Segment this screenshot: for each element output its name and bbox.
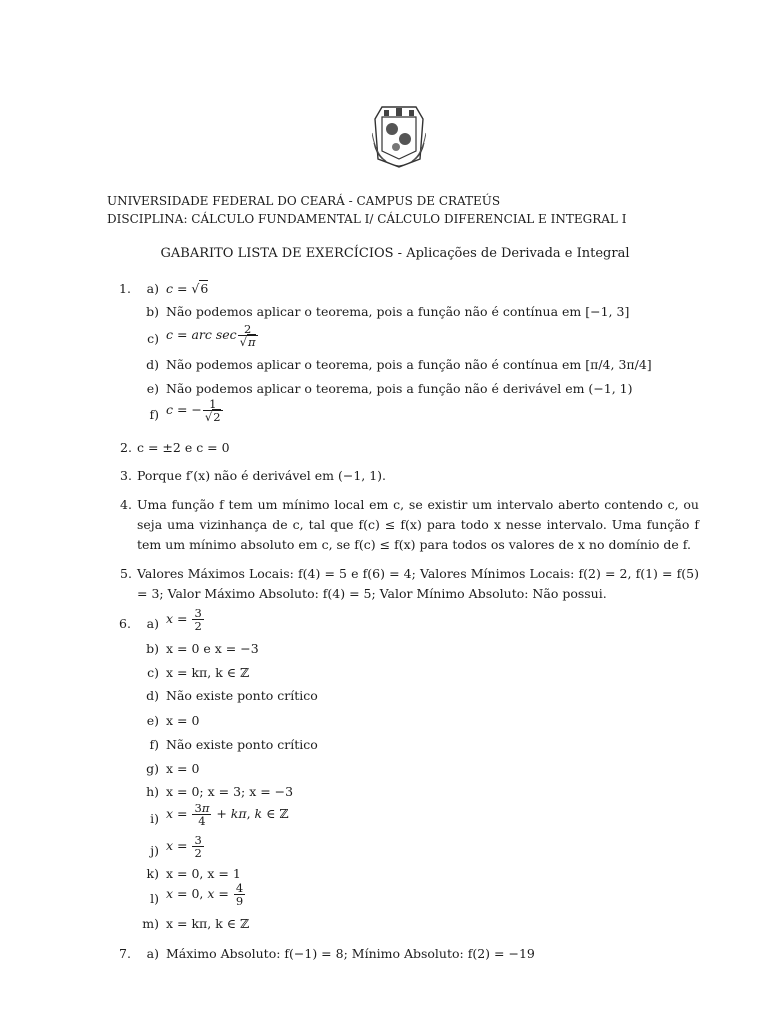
university-name: UNIVERSIDADE FEDERAL DO CEARÁ - CAMPUS DE CRATEÚS <box>107 194 501 208</box>
question-3-number: 3. <box>120 468 132 483</box>
q7-a-label: a) <box>146 946 159 961</box>
document-header <box>107 192 626 228</box>
q1-c-label: c) <box>147 331 159 346</box>
q1-a-label: a) <box>146 281 159 296</box>
q1-d-label: d) <box>146 357 159 372</box>
q6-a-answer: x = $\frac{3}{2}$ <box>166 606 202 633</box>
q3-answer: Porque f′(x) não é derivável em (−1, 1). <box>137 468 387 483</box>
q6-j-label: j) <box>150 843 159 858</box>
question-2-number: 2. <box>120 440 132 455</box>
q6-m-answer: x = kπ, k ∈ ℤ <box>166 916 250 931</box>
question-6-number: 6. <box>119 616 131 631</box>
q1-f-answer: c = − $\frac{1}{√2}$ <box>166 397 221 424</box>
q1-a-answer: c = √6 <box>166 281 209 296</box>
q6-h-answer: x = 0; x = 3; x = −3 <box>166 784 294 799</box>
q1-b-label: b) <box>146 304 159 319</box>
q6-i-answer: x = $\frac{3\pi}{4}$ + kπ, k ∈ ℤ <box>166 801 289 828</box>
q6-k-label: k) <box>146 866 159 881</box>
q6-i-label: i) <box>150 811 159 826</box>
q6-g-answer: x = 0 <box>166 761 200 776</box>
q6-b-answer: x = 0 e x = −3 <box>166 641 259 656</box>
q1-e-answer: Não podemos aplicar o teorema, pois a função não é derivável em (−1, 1) <box>166 381 633 396</box>
q2-answer: c = ±2 e c = 0 <box>137 440 230 455</box>
q6-h-label: h) <box>146 784 159 799</box>
q6-c-label: c) <box>147 665 159 680</box>
q1-f-label: f) <box>149 407 159 422</box>
q6-e-answer: x = 0 <box>166 713 200 728</box>
q1-c-answer: c = arc sec $\frac{2}{√\pi}$ <box>166 322 256 349</box>
q6-c-answer: x = kπ, k ∈ ℤ <box>166 665 250 680</box>
q6-j-answer: x = $\frac{3}{2}$ <box>166 833 202 860</box>
discipline-name: DISCIPLINA: CÁLCULO FUNDAMENTAL I/ CÁLCULO DIFERENCIAL E INTEGRAL I <box>107 212 627 226</box>
q6-l-label: l) <box>150 891 159 906</box>
q1-d-answer: Não podemos aplicar o teorema, pois a função não é contínua em [π/4, 3π/4] <box>166 357 652 372</box>
q6-a-label: a) <box>146 616 159 631</box>
q5-answer: Valores Máximos Locais: f(4) = 5 e f(6) = 4; Valores Mínimos Locais: f(2) = 2, f(1) = f(5) = 3; Valor Máximo Absoluto: f(4) = 5; Valor Mínimo Absoluto: Não possui. <box>137 566 699 601</box>
q6-b-label: b) <box>146 641 159 656</box>
q6-k-answer: x = 0, x = 1 <box>166 866 241 881</box>
q6-f-label: f) <box>149 737 159 752</box>
q6-e-label: e) <box>146 713 159 728</box>
university-seal-logo <box>372 103 426 169</box>
question-5-number: 5. <box>120 566 132 581</box>
question-4-number: 4. <box>120 497 132 512</box>
q6-f-answer: Não existe ponto crítico <box>166 737 318 752</box>
q6-l-answer: x = 0, x = $\frac{4}{9}$ <box>166 881 244 908</box>
question-7-number: 7. <box>119 946 131 961</box>
document-title: GABARITO LISTA DE EXERCÍCIOS - Aplicações de Derivada e Integral <box>160 246 630 261</box>
q6-d-answer: Não existe ponto crítico <box>166 688 318 703</box>
q1-b-answer: Não podemos aplicar o teorema, pois a função não é contínua em [−1, 3] <box>166 304 630 319</box>
q1-e-label: e) <box>146 381 159 396</box>
question-1-number: 1. <box>119 281 131 296</box>
q7-a-answer: Máximo Absoluto: f(−1) = 8; Mínimo Absoluto: f(2) = −19 <box>166 946 535 961</box>
q4-answer: Uma função f tem um mínimo local em c, se existir um intervalo aberto contendo c, ou seja uma vizinhança de c, tal que f(c) ≤ f(x) para todo x nesse intervalo. Uma função f tem um mínimo absoluto em c, se f(c) ≤ f(x) para todos os valores de x no domínio de f. <box>137 497 699 552</box>
q6-m-label: m) <box>142 916 159 931</box>
q6-d-label: d) <box>146 688 159 703</box>
q6-g-label: g) <box>146 761 159 776</box>
